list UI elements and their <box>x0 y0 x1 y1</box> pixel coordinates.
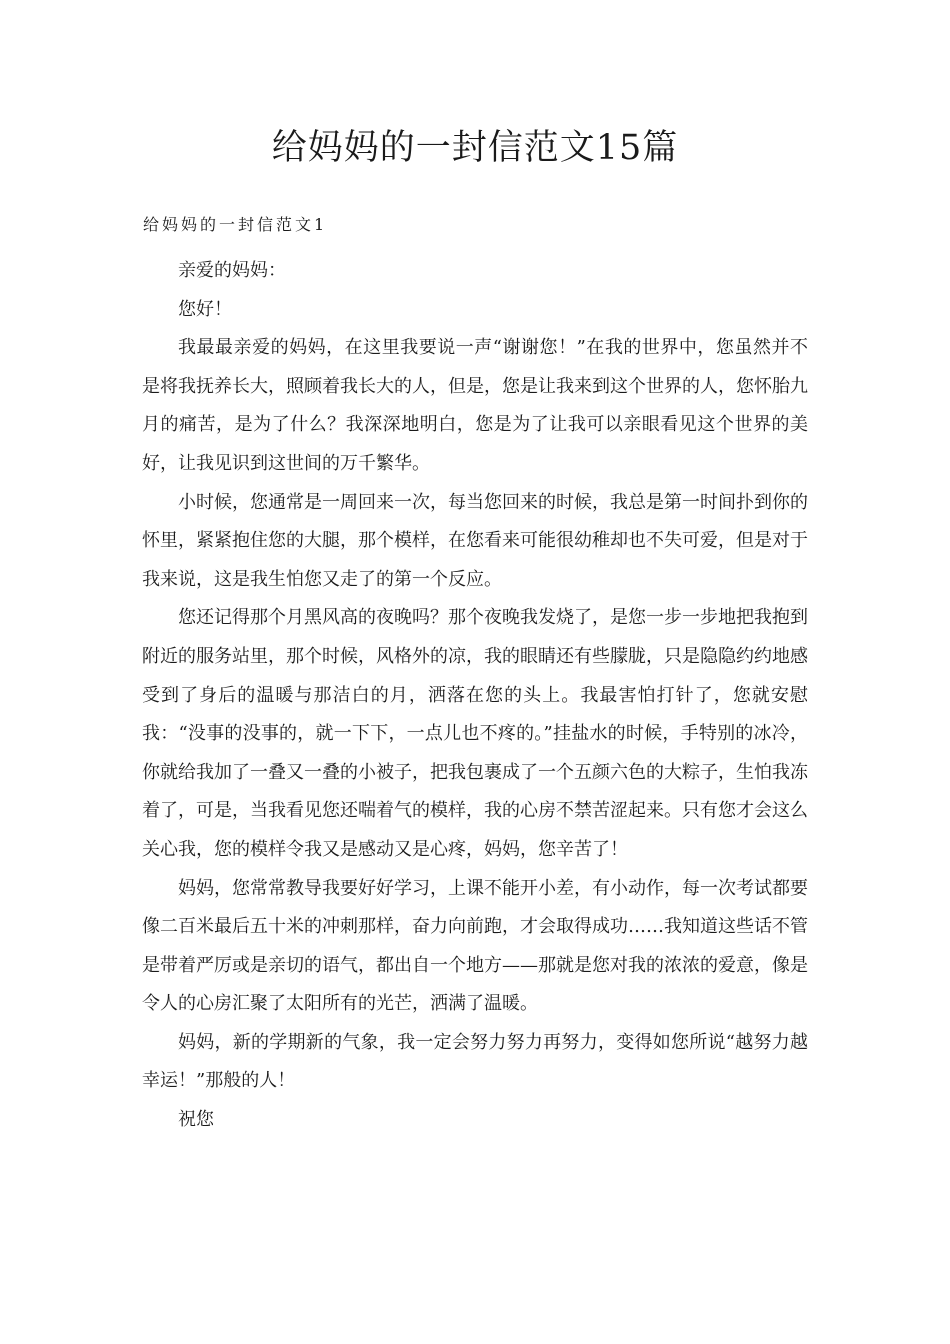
body-paragraph: 您还记得那个月黑风高的夜晚吗？那个夜晚我发烧了，是您一步一步地把我抱到附近的服务站里，那个时候，风格外的凉，我的眼睛还有些朦胧，只是隐隐约约地感受到了身后的温暖与那洁白的月，洒落在您的头上。我最害怕打针了，您就安慰我：“没事的没事的，就一下下，一点儿也不疼的。”挂盐水的时候，手特别的冰冷，你就给我加了一叠又一叠的小被子，把我包裹成了一个五颜六色的大粽子，生怕我冻着了，可是，当我看见您还喘着气的模样，我的心房不禁苦涩起来。只有您才会这么关心我，您的模样令我又是感动又是心疼，妈妈，您辛苦了！ <box>142 607 808 860</box>
salutation: 亲爱的妈妈： <box>178 260 286 281</box>
closing-line: 祝您 <box>178 1109 214 1131</box>
section-heading: 给妈妈的一封信范文1 <box>143 215 328 234</box>
greeting: 您好！ <box>178 298 232 320</box>
body-paragraph: 我最最亲爱的妈妈，在这里我要说一声“谢谢您！”在我的世界中，您虽然并不是将我抚养长大，照顾着我长大的人，但是，您是让我来到这个世界的人，您怀胎九月的痛苦，是为了什么？我深深地明白，您是为了让我可以亲眼看见这个世界的美好，让我见识到这世间的万千繁华。 <box>142 337 808 474</box>
document-title: 给妈妈的一封信范文15篇 <box>271 128 679 168</box>
body-paragraph: 妈妈，新的学期新的气象，我一定会努力努力再努力，变得如您所说“越努力越幸运！”那般的人！ <box>142 1031 808 1092</box>
letter-body <box>142 252 808 1140</box>
body-paragraph: 小时候，您通常是一周回来一次，每当您回来的时候，我总是第一时间扑到你的怀里，紧紧抱住您的大腿，那个模样，在您看来可能很幼稚却也不失可爱，但是对于我来说，这是我生怕您又走了的第一个反应。 <box>142 491 808 590</box>
body-paragraph: 妈妈，您常常教导我要好好学习，上课不能开小差，有小动作，每一次考试都要像二百米最后五十米的冲刺那样，奋力向前跑，才会取得成功……我知道这些话不管是带着严厉或是亲切的语气，都出自一个地方——那就是您对我的浓浓的爱意，像是令人的心房汇聚了太阳所有的光芒，洒满了温暖。 <box>142 877 808 1015</box>
